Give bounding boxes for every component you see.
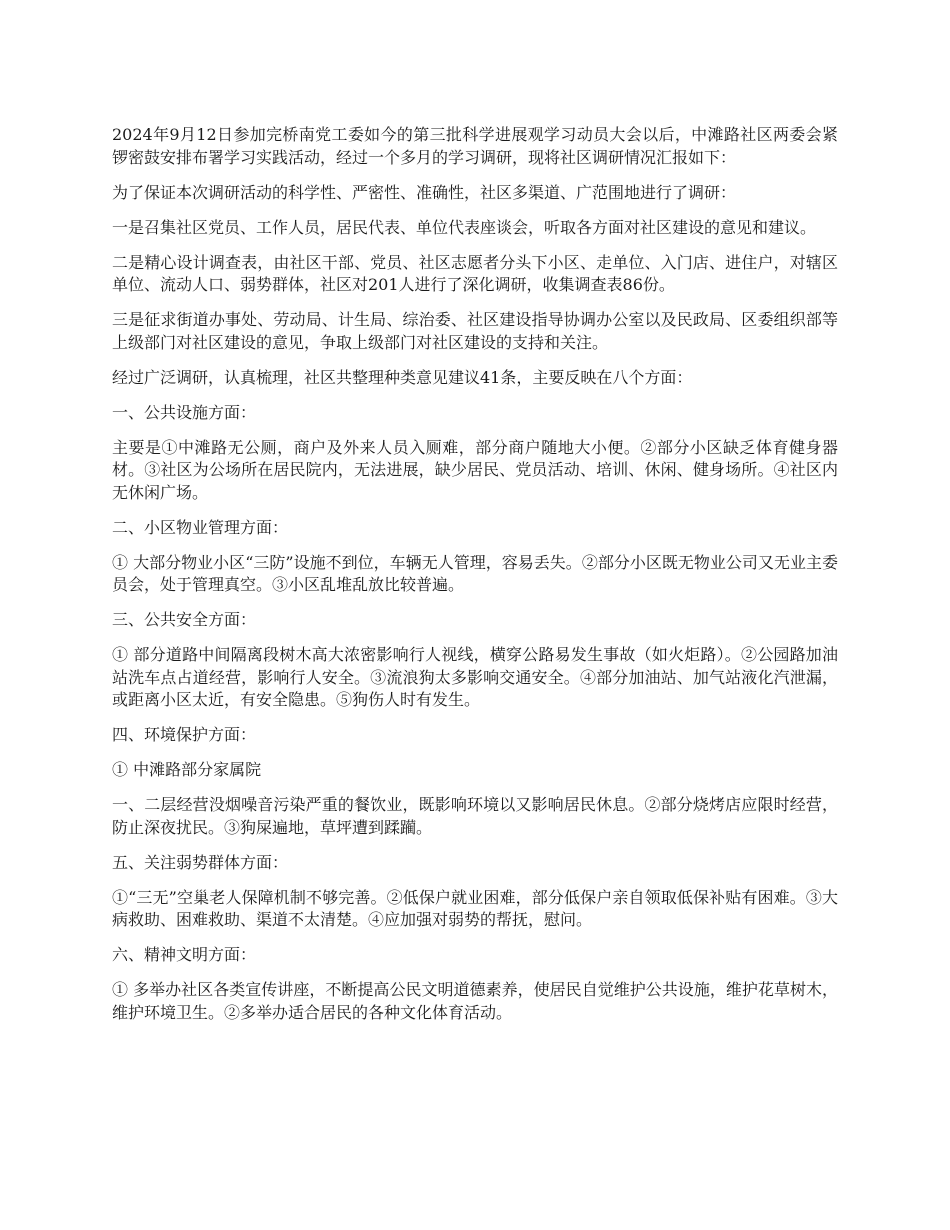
- section-body-environment-part1: ① 中滩路部分家属院: [112, 760, 262, 779]
- paragraph-method: 为了保证本次调研活动的科学性、严密性、准确性，社区多渠道、广范围地进行了调研：: [112, 182, 737, 202]
- paragraph-intro: 2024年9月12日参加完桥南党工委如今的第三批科学进展观学习动员大会以后，中滩路社区两委会紧锣密鼓安排布署学习实践活动，经过一个多月的学习调研，现将社区调研情况汇报如下：: [112, 125, 838, 167]
- section-heading-civilization: 六、精神文明方面：: [112, 945, 257, 964]
- paragraph-method-2: 二是精心设计调查表，由社区干部、党员、社区志愿者分头下小区、走单位、入门店、进住户，对辖区单位、流动人口、弱势群体，社区对201人进行了深化调研，收集调查表86份。: [112, 252, 838, 294]
- paragraph-method-1: 一是召集社区党员、工作人员，居民代表、单位代表座谈会，听取各方面对社区建设的意见和建议。: [112, 217, 817, 237]
- section-body-public-facilities: 主要是①中滩路无公厕，商户及外来人员入厕难，部分商户随地大小便。②部分小区缺乏体育健身器材。③社区为公场所在居民院内，无法进展，缺少居民、党员活动、培训、休闲、健身场所。④社区内无休闲广场。: [112, 437, 838, 502]
- section-heading-environment: 四、环境保护方面：: [112, 725, 257, 744]
- section-body-vulnerable-groups: ①“三无”空巢老人保障机制不够完善。②低保户就业困难，部分低保户亲自领取低保补贴有困难。③大病救助、困难救助、渠道不太清楚。④应加强对弱势的帮抚，慰问。: [112, 887, 838, 929]
- section-heading-vulnerable-groups: 五、关注弱势群体方面：: [112, 852, 289, 872]
- section-body-public-safety: ① 部分道路中间隔离段树木高大浓密影响行人视线，横穿公路易发生事故（如火炬路）。②公园路加油站洗车点占道经营，影响行人安全。③流浪狗太多影响交通安全。④部分加油站、加气站液化汽泄漏，或距离小区太近，有安全隐患。⑤狗伤人时有发生。: [112, 645, 838, 709]
- section-body-environment-part2: 一、二层经营没烟噪音污染严重的餐饮业，既影响环境以又影响居民休息。②部分烧烤店应限时经营，防止深夜扰民。③狗屎遍地，草坪遭到蹂躏。: [112, 795, 838, 837]
- section-heading-public-facilities: 一、公共设施方面：: [112, 402, 257, 422]
- section-body-property-management: ① 大部分物业小区“三防”设施不到位，车辆无人管理，容易丢失。②部分小区既无物业公司又无业主委员会，处于管理真空。③小区乱堆乱放比较普遍。: [112, 552, 838, 594]
- section-heading-public-safety: 三、公共安全方面：: [112, 610, 257, 629]
- paragraph-summary: 经过广泛调研，认真梳理，社区共整理种类意见建议41条，主要反映在八个方面：: [112, 367, 693, 387]
- section-heading-property-management: 二、小区物业管理方面：: [112, 517, 289, 537]
- paragraph-method-3: 三是征求街道办事处、劳动局、计生局、综治委、社区建设指导协调办公室以及民政局、区委组织部等上级部门对社区建设的意见，争取上级部门对社区建设的支持和关注。: [112, 310, 838, 352]
- section-body-civilization: ① 多举办社区各类宣传讲座，不断提高公民文明道德素养，使居民自觉维护公共设施，维护花草树木，维护环境卫生。②多举办适合居民的各种文化体育活动。: [112, 980, 838, 1022]
